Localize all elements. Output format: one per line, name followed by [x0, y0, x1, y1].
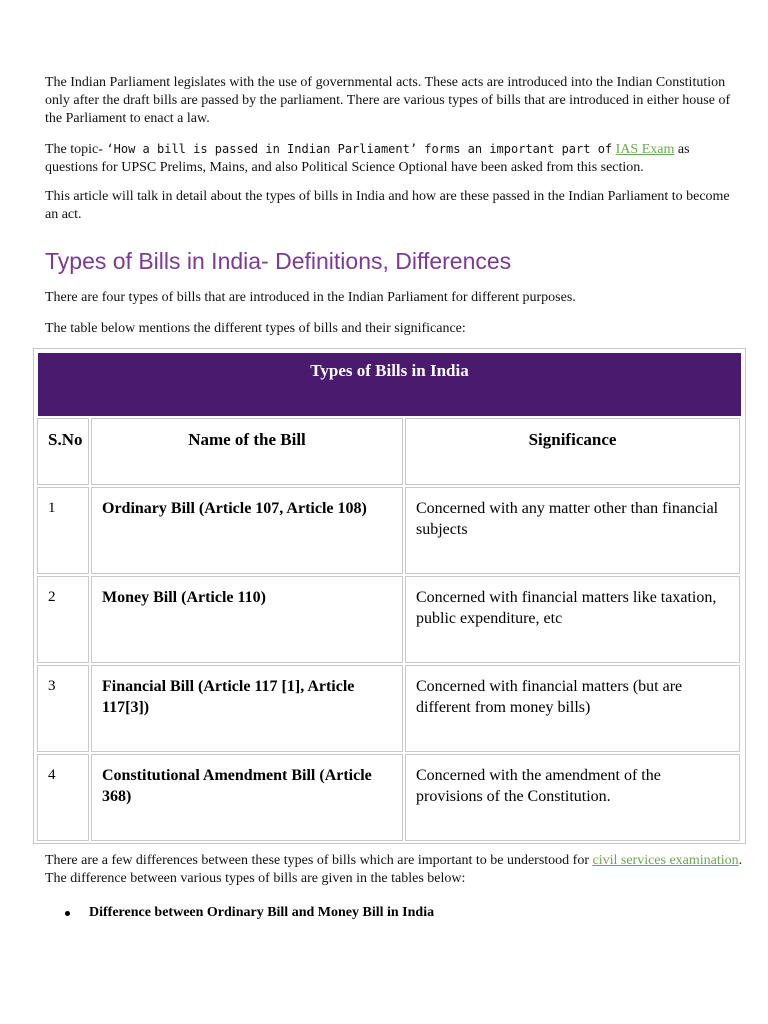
four-types-paragraph: There are four types of bills that are introduced in the Indian Parliament for different purposes. — [45, 290, 576, 305]
row-bill-name: Money Bill (Article 110) — [91, 576, 403, 663]
table-row — [36, 665, 743, 752]
row-sno: 3 — [37, 665, 89, 752]
table-row — [36, 576, 743, 663]
row-significance: Concerned with financial matters (but are different from money bills) — [405, 665, 740, 752]
row-sno: 2 — [37, 576, 89, 663]
intro-paragraph: The Indian Parliament legislates with the use of governmental acts. These acts are introduced into the Indian Constitution only after the draft bills are passed by the parliament. There are various types of bills that are introduced in either house of the Parliament to enact a law. — [45, 75, 731, 126]
row-sno: 1 — [37, 487, 89, 574]
article-scope-paragraph: This article will talk in detail about the types of bills in India and how are these passed in the Indian Parliament to become an act. — [45, 189, 730, 222]
section-heading: Types of Bills in India- Definitions, Differences — [45, 248, 512, 274]
topic-suffix: as questions for UPSC Prelims, Mains, and also Political Science Optional have been asked from this section. — [45, 142, 690, 175]
differences-suffix: . The difference between various types of bills are given in the tables below: — [45, 853, 743, 886]
row-bill-name: Financial Bill (Article 117 [1], Article 117[3]) — [91, 665, 403, 752]
header-significance: Significance — [405, 418, 740, 485]
topic-paragraph — [45, 140, 745, 177]
table-row — [36, 754, 743, 841]
header-bill-name: Name of the Bill — [91, 418, 403, 485]
table-title: Types of Bills in India — [38, 353, 741, 416]
row-significance: Concerned with any matter other than financial subjects — [405, 487, 740, 574]
row-bill-name: Ordinary Bill (Article 107, Article 108) — [91, 487, 403, 574]
bills-table — [33, 348, 746, 844]
ias-exam-link[interactable]: IAS Exam — [615, 142, 675, 157]
topic-prefix: The topic- — [45, 142, 107, 157]
row-significance: Concerned with the amendment of the provisions of the Constitution. — [405, 754, 740, 841]
bullet-dot-icon — [65, 911, 70, 916]
table-intro-paragraph: The table below mentions the different types of bills and their significance: — [45, 321, 466, 336]
topic-quote: ‘How a bill is passed in Indian Parliament’ forms an important part of — [106, 142, 613, 156]
header-sno: S.No — [37, 418, 89, 485]
differences-prefix: There are a few differences between these types of bills which are important to be understood for — [45, 853, 593, 868]
civil-services-link[interactable]: civil services examination — [592, 853, 739, 868]
row-significance: Concerned with financial matters like taxation, public expenditure, etc — [405, 576, 740, 663]
differences-paragraph — [45, 852, 745, 888]
row-bill-name: Constitutional Amendment Bill (Article 368) — [91, 754, 403, 841]
table-row — [36, 487, 743, 574]
row-sno: 4 — [37, 754, 89, 841]
bullet-text: Difference between Ordinary Bill and Money Bill in India — [89, 905, 435, 920]
bullet-item — [65, 905, 434, 921]
table-header-row — [36, 418, 743, 485]
